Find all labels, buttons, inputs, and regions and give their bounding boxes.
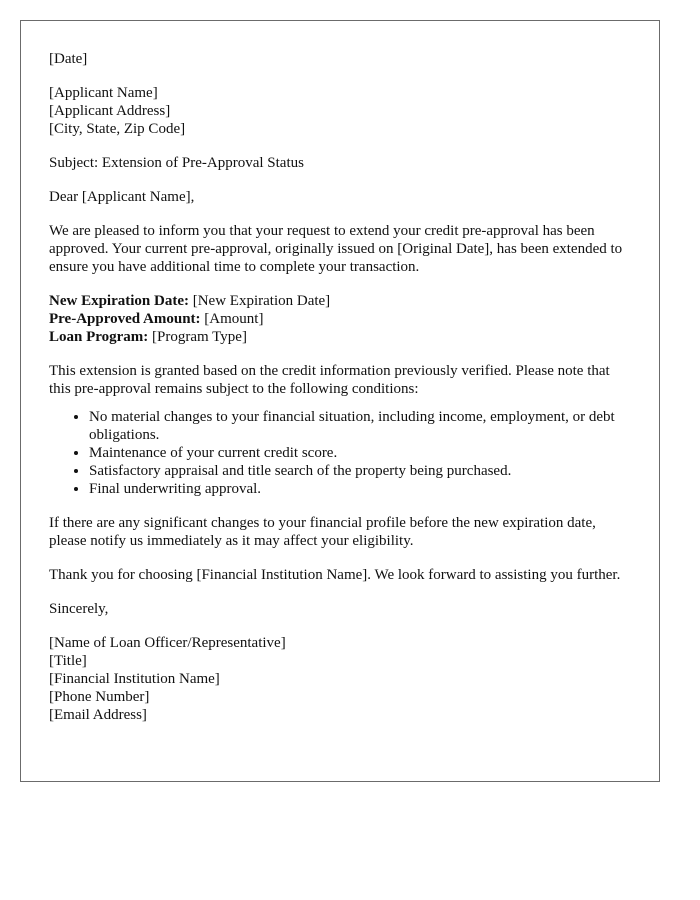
letter-date: [Date] bbox=[49, 51, 88, 67]
conditions-intro: This extension is granted based on the credit information previously verified. Please note that this pre-approval remains subject to the following conditions: bbox=[49, 363, 610, 397]
recipient-block bbox=[49, 84, 631, 138]
list-item: • Satisfactory appraisal and title search of the property being purchased. bbox=[89, 462, 631, 480]
letter-salutation: Dear [Applicant Name], bbox=[49, 189, 195, 205]
signature-institution: [Financial Institution Name] bbox=[49, 671, 220, 687]
signature-email: [Email Address] bbox=[49, 707, 147, 723]
conditions-list bbox=[49, 408, 631, 498]
list-item: • No material changes to your financial situation, including income, employment, or debt obligations. bbox=[89, 408, 631, 444]
amount-row bbox=[49, 310, 631, 328]
recipient-city-state-zip: [City, State, Zip Code] bbox=[49, 121, 186, 137]
letter-subject: Subject: Extension of Pre-Approval Status bbox=[49, 155, 304, 171]
recipient-name: [Applicant Name] bbox=[49, 85, 158, 101]
expiration-label: New Expiration Date: bbox=[49, 293, 189, 309]
program-label: Loan Program: bbox=[49, 329, 149, 345]
amount-label: Pre-Approved Amount: bbox=[49, 311, 201, 327]
list-item: • Final underwriting approval. bbox=[89, 480, 631, 498]
letter-intro: We are pleased to inform you that your request to extend your credit pre-approval has been approved. Your current pre-approval, originally issued on [Original Date], has been extended to ensure you have additional time to complete your transaction. bbox=[49, 223, 623, 275]
signature-title: [Title] bbox=[49, 653, 87, 669]
expiration-value: [New Expiration Date] bbox=[188, 293, 331, 309]
signature-phone: [Phone Number] bbox=[49, 689, 150, 705]
program-row bbox=[49, 328, 631, 346]
change-notice: If there are any significant changes to your financial profile before the new expiration date, please notify us immediately as it may affect your eligibility. bbox=[49, 515, 596, 549]
thank-you-note: Thank you for choosing [Financial Institution Name]. We look forward to assisting you further. bbox=[49, 567, 621, 583]
program-value: [Program Type] bbox=[148, 329, 247, 345]
letter-closing: Sincerely, bbox=[49, 601, 109, 617]
amount-value: [Amount] bbox=[200, 311, 264, 327]
list-item: • Maintenance of your current credit score. bbox=[89, 444, 631, 462]
recipient-address: [Applicant Address] bbox=[49, 103, 171, 119]
expiration-row bbox=[49, 292, 631, 310]
signature-block bbox=[49, 634, 631, 724]
signature-name: [Name of Loan Officer/Representative] bbox=[49, 635, 286, 651]
letter-document bbox=[20, 20, 660, 782]
pre-approval-details bbox=[49, 292, 631, 346]
